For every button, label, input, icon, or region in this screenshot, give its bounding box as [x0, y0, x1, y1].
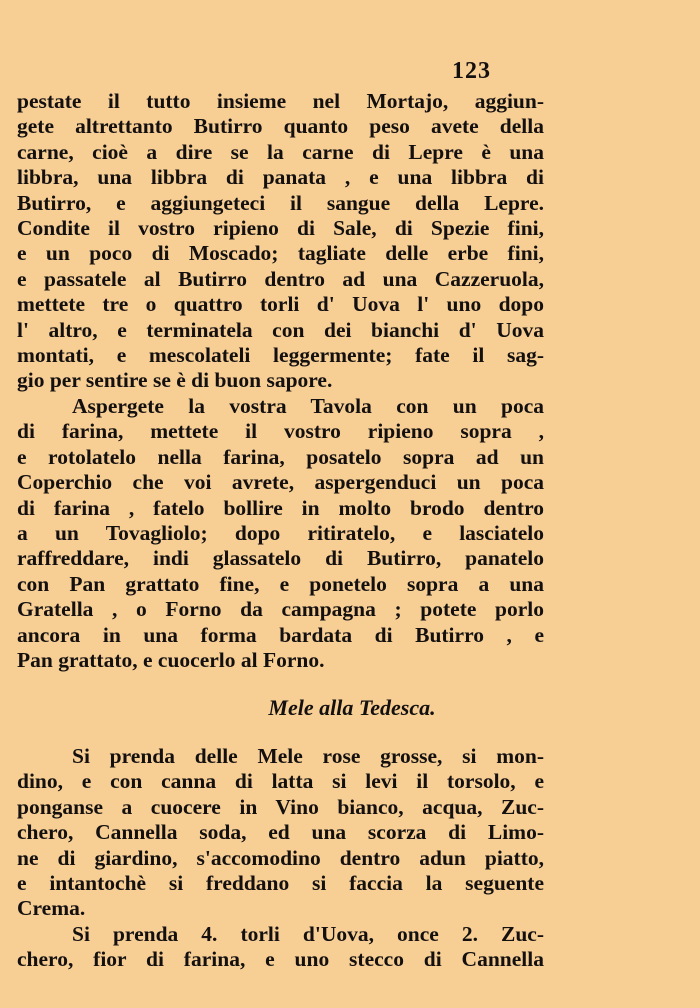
page-number: 123: [452, 58, 491, 84]
paragraph-2: [17, 394, 544, 673]
text-line: l' altro, e terminatela con dei bianchi d' Uova: [17, 317, 544, 342]
text-line: montati, e mescolateli leggermente; fate il sag-: [17, 343, 544, 368]
text-line: ancora in una forma bardata di Butirro , e: [17, 622, 544, 647]
text-line: Si prenda delle Mele rose grosse, si mon-: [72, 744, 544, 768]
text-line: gete altrettanto Butirro quanto peso avete della: [17, 114, 544, 139]
text-line: Gratella , o Forno da campagna ; potete porlo: [17, 597, 544, 622]
section-heading: Mele alla Tedesca.: [268, 695, 436, 720]
text-line: carne, cioè a dire se la carne di Lepre è una: [17, 139, 544, 164]
text-line: e intantochè si freddano si faccia la seguente: [17, 871, 544, 896]
text-line: di farina , fatelo bollire in molto brodo dentro: [17, 495, 544, 520]
text-line: gio per sentire se è di buon sapore.: [17, 368, 333, 393]
text-line: mettete tre o quattro torli d' Uova l' uno dopo: [17, 292, 544, 317]
text-line: dino, e con canna di latta si levi il torsolo, e: [17, 769, 544, 794]
text-line: con Pan grattato fine, e ponetelo sopra a una: [17, 571, 544, 596]
text-line: Condite il vostro ripieno di Sale, di Spezie fini,: [17, 216, 544, 241]
text-line: e un poco di Moscado; tagliate delle erbe fini,: [17, 241, 544, 266]
text-line: ne di giardino, s'accomodino dentro adun piatto,: [17, 845, 544, 870]
paragraph-3: [17, 744, 544, 973]
text-line: Aspergete la vostra Tavola con un poca: [72, 394, 544, 418]
text-line: e rotolatelo nella farina, posatelo sopra ad un: [17, 444, 544, 469]
text-line: raffreddare, indi glassatelo di Butirro, panatelo: [17, 546, 544, 571]
text-line: chero, fior di farina, e uno stecco di Cannella: [17, 947, 544, 972]
text-line: Si prenda 4. torli d'Uova, once 2. Zuc-: [72, 921, 544, 946]
text-line: pestate il tutto insieme nel Mortajo, aggiun-: [17, 89, 544, 113]
text-line: Butirro, e aggiungeteci il sangue della Lepre.: [17, 190, 544, 215]
text-line: Pan grattato, e cuocerlo al Forno.: [17, 648, 325, 673]
text-line: libbra, una libbra di panata , e una libbra di: [17, 165, 544, 190]
paragraph-1: [17, 89, 544, 394]
text-line: ponganse a cuocere in Vino bianco, acqua, Zuc-: [17, 794, 544, 819]
text-line: chero, Cannella soda, ed una scorza di Limo-: [17, 820, 544, 845]
text-line: e passatele al Butirro dentro ad una Cazzeruola,: [17, 266, 544, 291]
text-line: di farina, mettete il vostro ripieno sopra ,: [17, 419, 544, 444]
text-line: Coperchio che voi avrete, aspergenduci un poca: [17, 470, 544, 495]
text-line: Crema.: [17, 896, 86, 921]
text-line: a un Tovagliolo; dopo ritiratelo, e lasciatelo: [17, 521, 544, 546]
